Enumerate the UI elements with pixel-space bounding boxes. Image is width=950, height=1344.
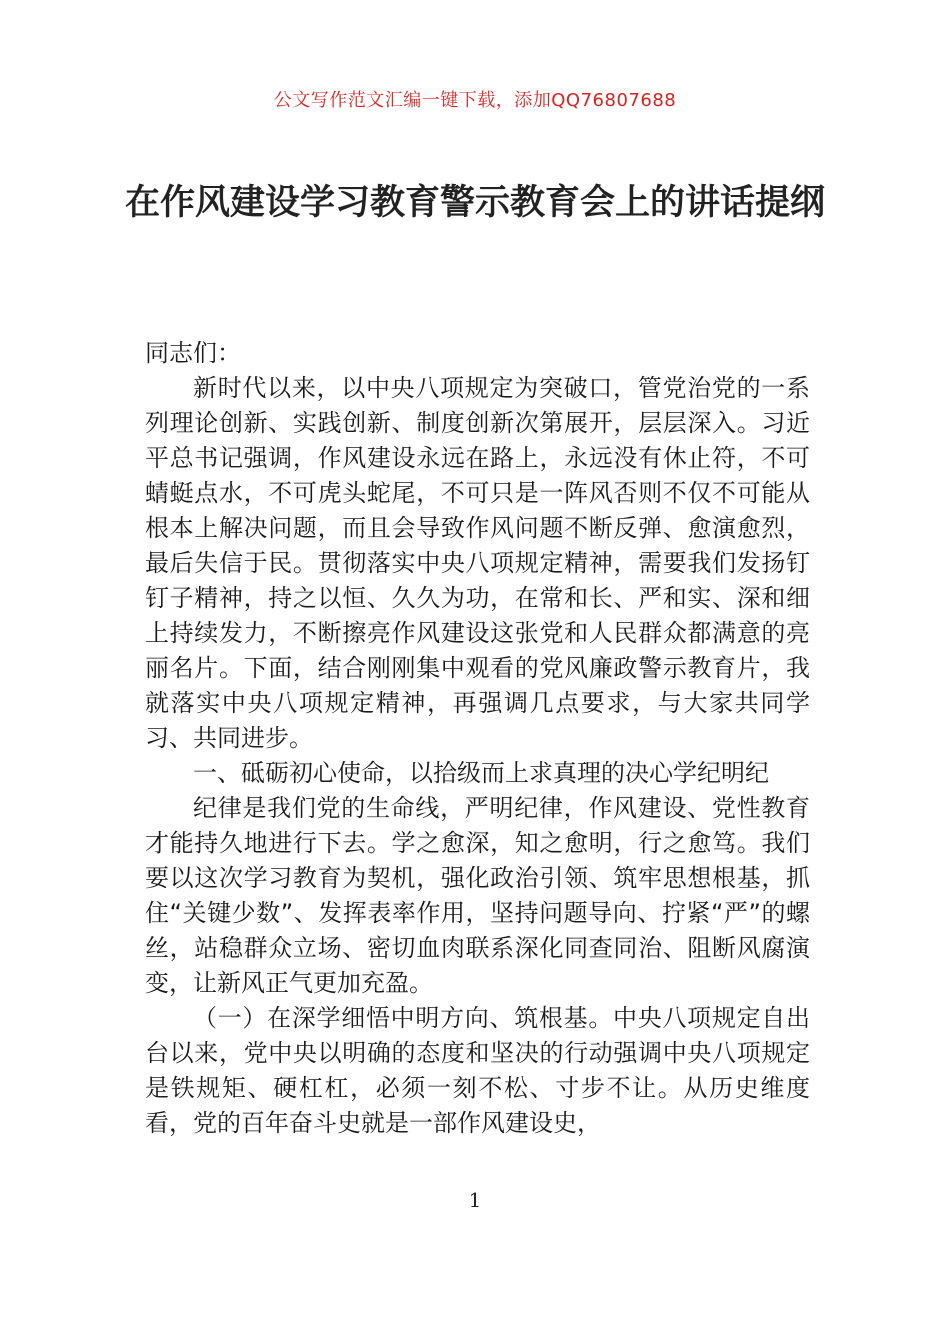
page-number: 1 (468, 1188, 482, 1212)
intro-paragraph: 新时代以来，以中央八项规定为突破口，管党治党的一系列理论创新、实践创新、制度创新次第展开，层层深入。习近平总书记强调，作风建设永远在路上，永远没有休止符，不可蜻蜓点水，不可虎头蛇尾，不可只是一阵风否则不仅不可能从根本上解决问题，而且会导致作风问题不断反弹、愈演愈烈，最后失信于民。贯彻落实中央八项规定精神，需要我们发扬钉钉子精神，持之以恒、久久为功，在常和长、严和实、深和细上持续发力，不断擦亮作风建设这张党和人民群众都满意的亮丽名片。下面，结合刚刚集中观看的党风廉政警示教育片，我就落实中央八项规定精神，再强调几点要求，与大家共同学习、共同进步。 (145, 374, 810, 752)
header-note: 公文写作范文汇编一键下载，添加QQ76807688 (273, 90, 677, 111)
section-heading-1: 一、砥砺初心使命，以拾级而上求真理的决心学纪明纪 (193, 759, 769, 787)
section-1-paragraph: 纪律是我们党的生命线，严明纪律，作风建设、党性教育才能持久地进行下去。学之愈深，知之愈明，行之愈笃。我们要以这次学习教育为契机，强化政治引领、筑牢思想根基，抓住“关键少数”、发挥表率作用，坚持问题导向、拧紧“严”的螺丝，站稳群众立场、密切血肉联系深化同查同治、阻断风腐演变，让新风正气更加充盈。 (145, 794, 810, 997)
salutation: 同志们： (145, 339, 241, 367)
subsection-1-paragraph: （一）在深学细悟中明方向、筑根基。中央八项规定自出台以来，党中央以明确的态度和坚决的行动强调中央八项规定是铁规矩、硬杠杠，必须一刻不松、寸步不让。从历史维度看，党的百年奋斗史就是一部作风建设史， (145, 1004, 810, 1137)
document-title: 在作风建设学习教育警示教育会上的讲话提纲 (124, 183, 825, 223)
document-body (145, 336, 810, 1141)
